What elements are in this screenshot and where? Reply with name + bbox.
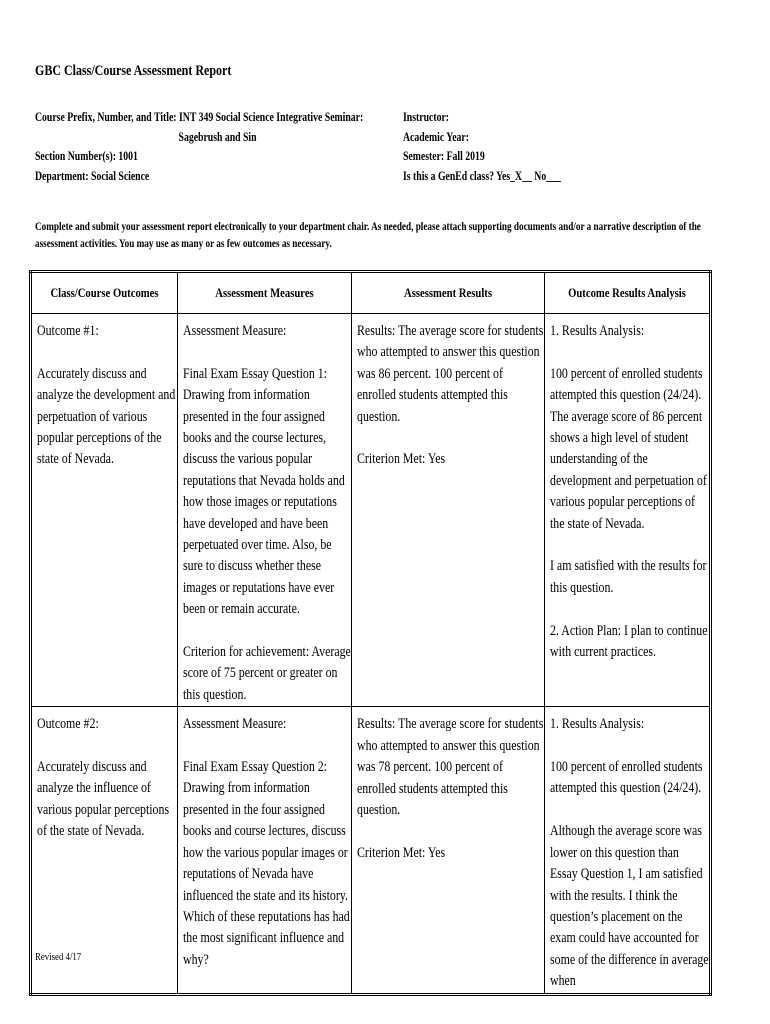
table-header-row xyxy=(31,272,711,314)
header-measures: Assessment Measures xyxy=(178,272,352,314)
results-text: Results: The average score for students who attempted to answer this question was 78 percent. 100 percent of enrolled students attempted this question. xyxy=(357,716,544,818)
header-outcomes: Class/Course Outcomes xyxy=(31,272,178,314)
outcome-text: Accurately discuss and analyze the development and perpetuation of various popular perceptions of the state of Nevada. xyxy=(37,365,176,468)
gened-question: Is this a GenEd class? Yes_X__ No___ xyxy=(403,168,561,183)
criterion-met: Criterion Met: Yes xyxy=(357,451,446,468)
measure-criterion: Criterion for achievement: Average score of 75 percent or greater on this question. xyxy=(183,644,351,703)
course-title-continuation: Sagebrush and Sin xyxy=(178,129,257,144)
section-number: Section Number(s): 1001 xyxy=(35,149,138,163)
measure-label: Assessment Measure: xyxy=(183,323,287,339)
course-info-left xyxy=(35,108,363,186)
analysis-cell xyxy=(545,314,711,707)
results-cell xyxy=(352,314,545,707)
table-row xyxy=(31,314,711,707)
measure-cell xyxy=(178,314,352,707)
analysis-text: 100 percent of enrolled students attempted this question (24/24). xyxy=(550,759,703,797)
action-plan: 2. Action Plan: I plan to continue with current practices. xyxy=(550,622,708,661)
semester: Semester: Fall 2019 xyxy=(403,149,485,163)
course-prefix-line: Course Prefix, Number, and Title: INT 349 Social Science Integrative Seminar: xyxy=(35,110,364,124)
results-cell xyxy=(352,707,545,994)
analysis-text: 100 percent of enrolled students attempted this question (24/24). The average score of 86 percent shows a high level of student understanding of the development and perpetuation of various popular perceptions of the state of Nevada. xyxy=(550,365,707,532)
assessment-table xyxy=(29,270,712,996)
table-row xyxy=(31,707,711,994)
outcome-label: Outcome #2: xyxy=(37,716,99,733)
measure-label: Assessment Measure: xyxy=(183,716,287,733)
analysis-satisfied: I am satisfied with the results for this question. xyxy=(550,558,707,596)
department: Department: Social Science xyxy=(35,168,150,183)
outcome-label: Outcome #1: xyxy=(37,323,99,339)
instructor: Instructor: xyxy=(403,110,450,124)
analysis-label: 1. Results Analysis: xyxy=(550,323,645,339)
header-analysis: Outcome Results Analysis xyxy=(545,272,711,314)
measure-text: Final Exam Essay Question 2: Drawing from information presented in the four assigned books and course lectures, discuss how the various popular images or reputations of Nevada have influenced the state and its history. Which of these reputations has had the most significant influence and why? xyxy=(183,759,350,968)
analysis-cell xyxy=(545,707,711,994)
analysis-label: 1. Results Analysis: xyxy=(550,716,645,733)
outcome-cell xyxy=(31,314,178,707)
outcome-text: Accurately discuss and analyze the influence of various popular perceptions of the state of Nevada. xyxy=(37,759,170,840)
instructions-paragraph: Complete and submit your assessment report electronically to your department chair. As needed, please attach supporting documents and/or a narrative description of the assessment activities. You may use as many or as few outcomes as necessary. xyxy=(35,219,701,250)
analysis-more: Although the average score was lower on this question than Essay Question 1, I am satisfied with the results. I think the question’s placement on the exam could have accounted for some of the difference in average when xyxy=(550,823,709,990)
results-text: Results: The average score for students who attempted to answer this question was 86 percent. 100 percent of enrolled students attempted this question. xyxy=(357,323,544,425)
academic-year: Academic Year: xyxy=(403,129,469,144)
measure-cell xyxy=(178,707,352,994)
measure-text: Final Exam Essay Question 1: Drawing from information presented in the four assigned books and the course lectures, discuss the various popular reputations that Nevada holds and how those images or reputations have developed and have been perpetuated over time. Also, be sure to discuss whether these images or reputations have ever been or remain accurate. xyxy=(183,365,345,618)
criterion-met: Criterion Met: Yes xyxy=(357,844,446,861)
course-info-right xyxy=(403,108,561,186)
header-results: Assessment Results xyxy=(352,272,545,314)
revision-footer: Revised 4/17 xyxy=(35,951,82,963)
report-title: GBC Class/Course Assessment Report xyxy=(35,63,232,79)
